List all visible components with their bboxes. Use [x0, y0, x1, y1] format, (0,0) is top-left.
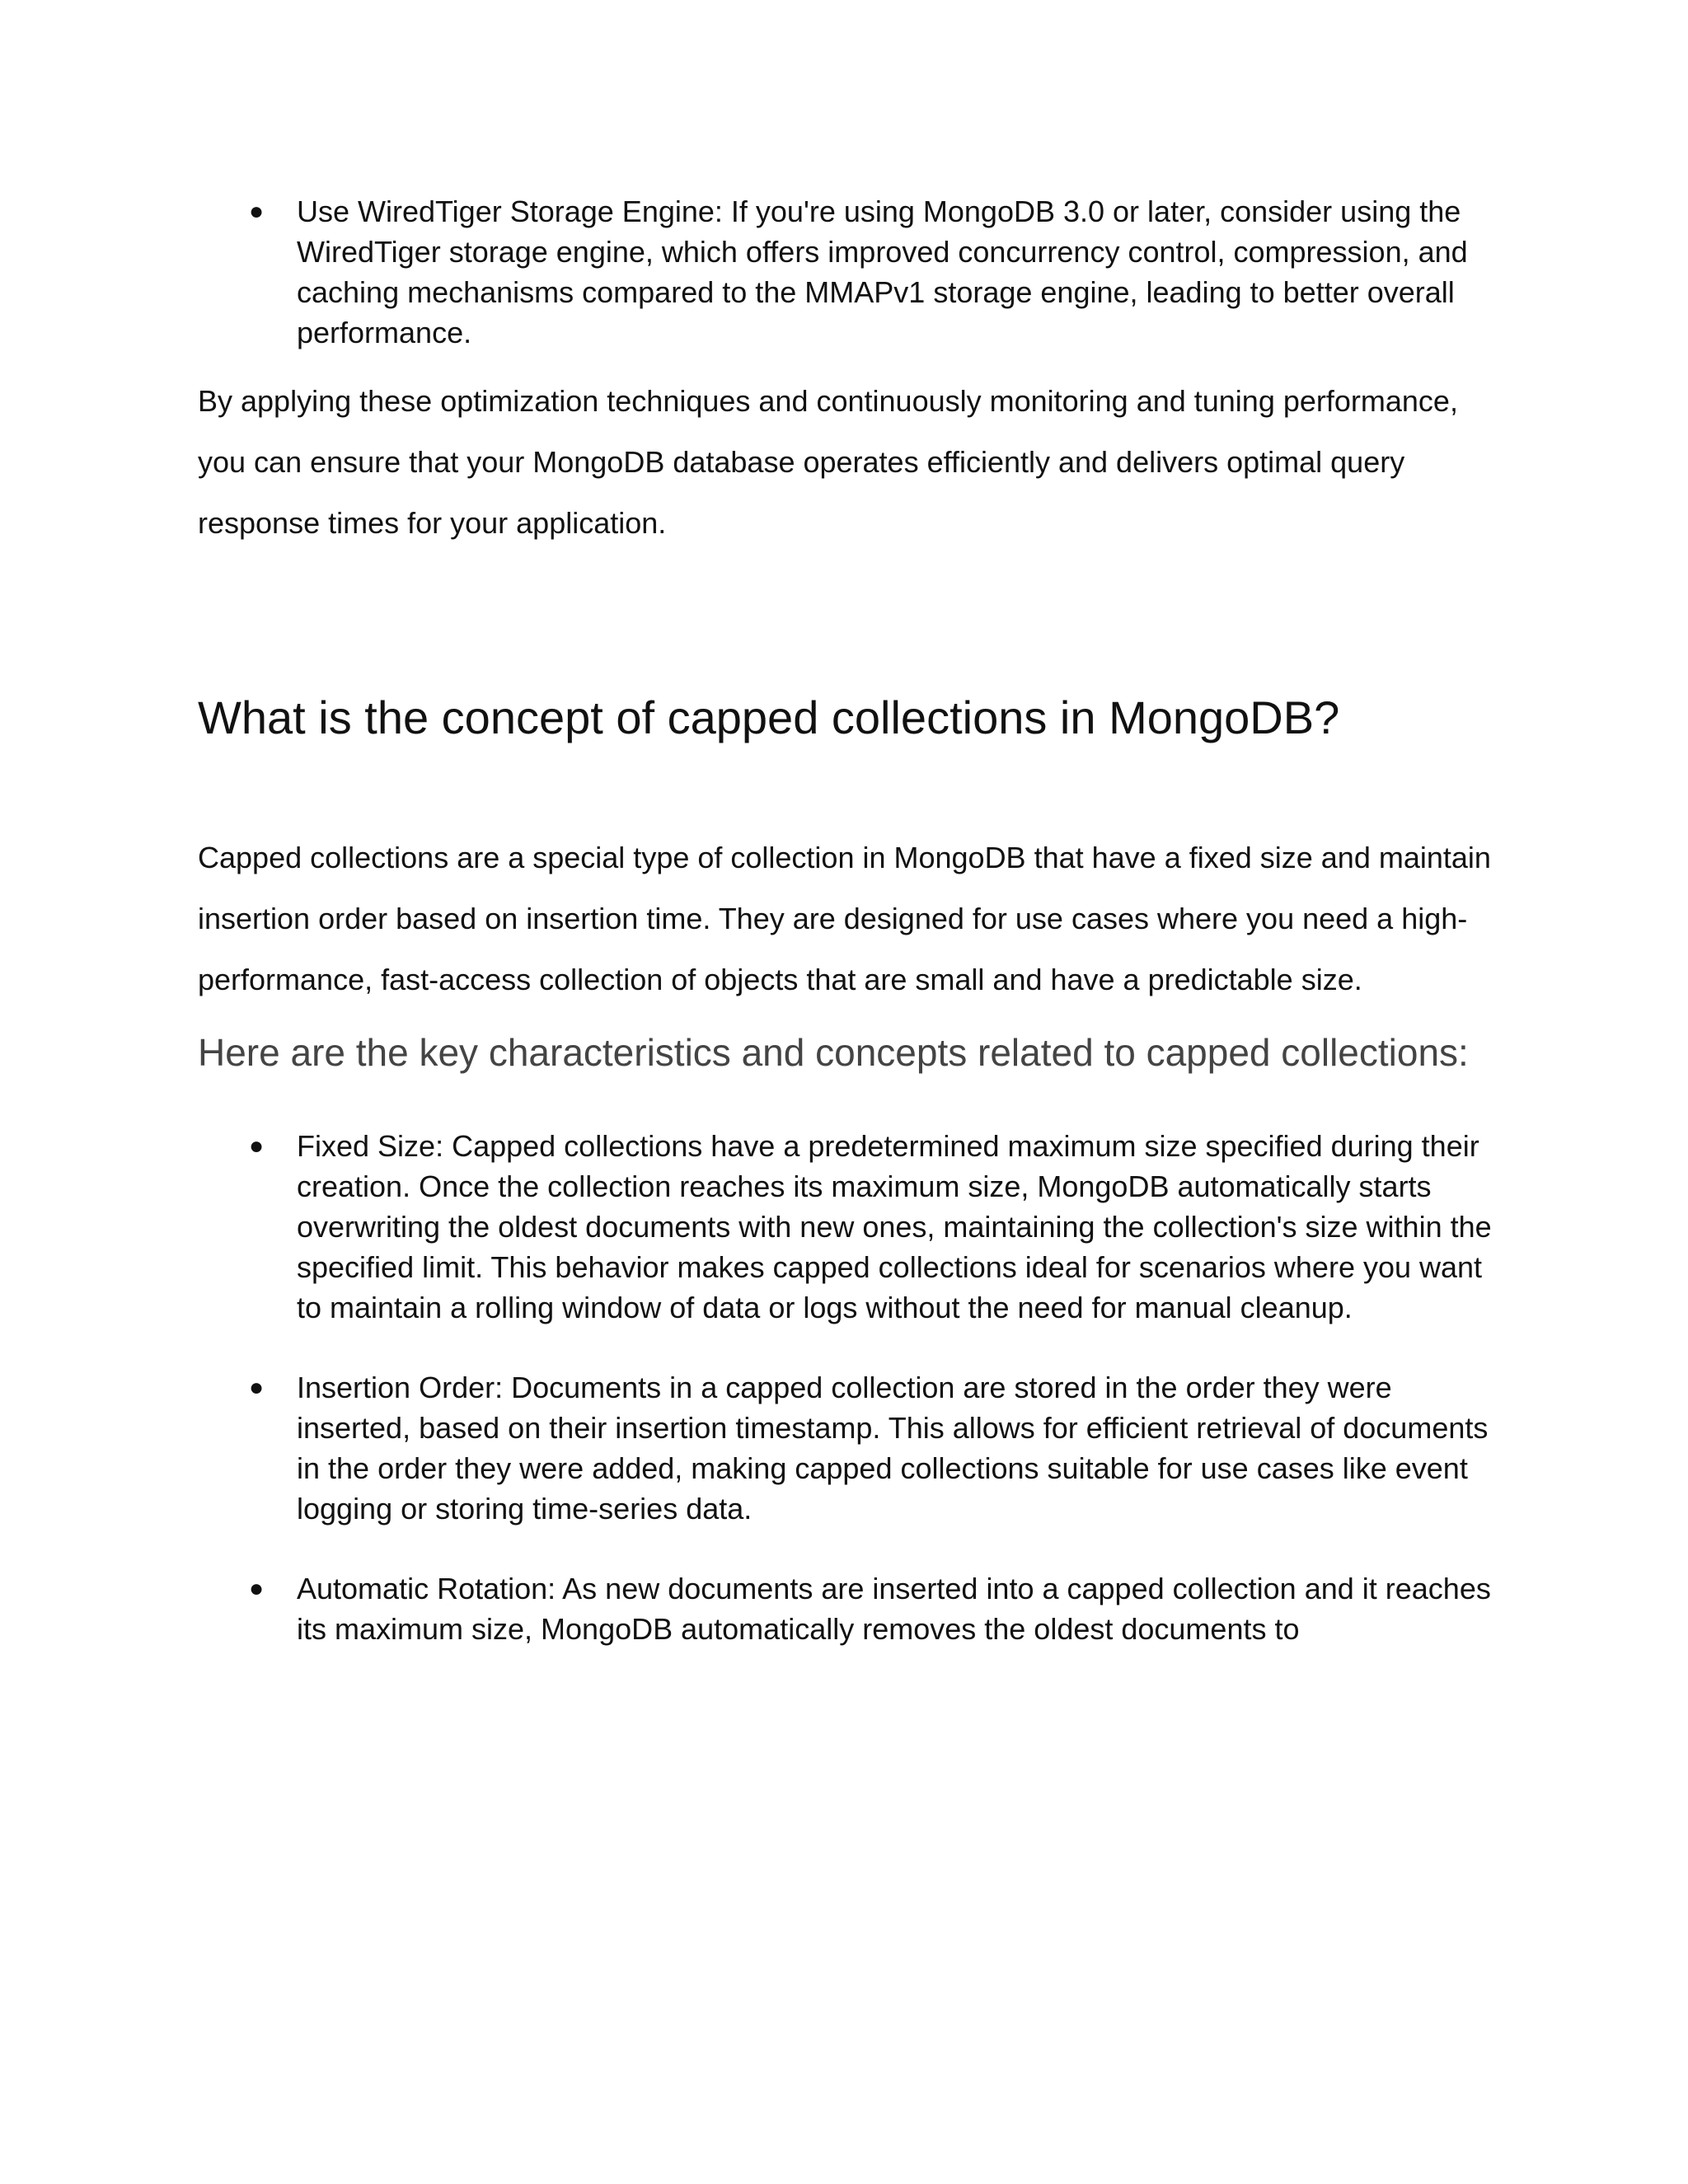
list-item	[198, 1367, 1500, 1529]
section-heading: What is the concept of capped collections in MongoDB?	[198, 691, 1340, 743]
bullet-icon: ●	[249, 1575, 265, 1602]
list-item	[198, 191, 1500, 353]
list-item	[198, 1568, 1500, 1649]
top-bullet-list	[198, 191, 1500, 353]
document-page	[198, 191, 1500, 1649]
key-bullet-list	[198, 1126, 1500, 1649]
conclusion-paragraph: By applying these optimization techniques and continuously monitoring and tuning performance, you can ensure that your MongoDB database operates efficiently and delivers optimal query response times for your application.	[198, 384, 1458, 540]
bullet-icon: ●	[249, 198, 265, 225]
intro-paragraph: Capped collections are a special type of collection in MongoDB that have a fixed size and maintain insertion order based on insertion time. They are designed for use cases where you need a high-performance, fast-access collection of objects that are small and have a predictable size.	[198, 841, 1491, 996]
bullet-icon: ●	[249, 1132, 265, 1160]
bullet-icon: ●	[249, 1374, 265, 1401]
subheading: Here are the key characteristics and concepts related to capped collections:	[198, 1031, 1469, 1074]
bullet-text: Insertion Order: Documents in a capped collection are stored in the order they were inserted, based on their insertion timestamp. This allows for efficient retrieval of documents in the order they were added, making capped collections suitable for use cases like event logging or storing time-series data.	[297, 1371, 1489, 1526]
bullet-text: Use WiredTiger Storage Engine: If you're using MongoDB 3.0 or later, consider using the WiredTiger storage engine, which offers improved concurrency control, compression, and caching mechanisms compared to the MMAPv1 storage engine, leading to better overall performance.	[297, 194, 1468, 349]
list-item	[198, 1126, 1500, 1328]
bullet-text: Fixed Size: Capped collections have a predetermined maximum size specified during their creation. Once the collection reaches its maximum size, MongoDB automatically starts overwriting the oldest documents with new ones, maintaining the collection's size within the specified limit. This behavior makes capped collections ideal for scenarios where you want to maintain a rolling window of data or logs without the need for manual cleanup.	[297, 1129, 1492, 1324]
bullet-text: Automatic Rotation: As new documents are inserted into a capped collection and it reaches its maximum size, MongoDB automatically removes the oldest documents to	[297, 1572, 1491, 1646]
